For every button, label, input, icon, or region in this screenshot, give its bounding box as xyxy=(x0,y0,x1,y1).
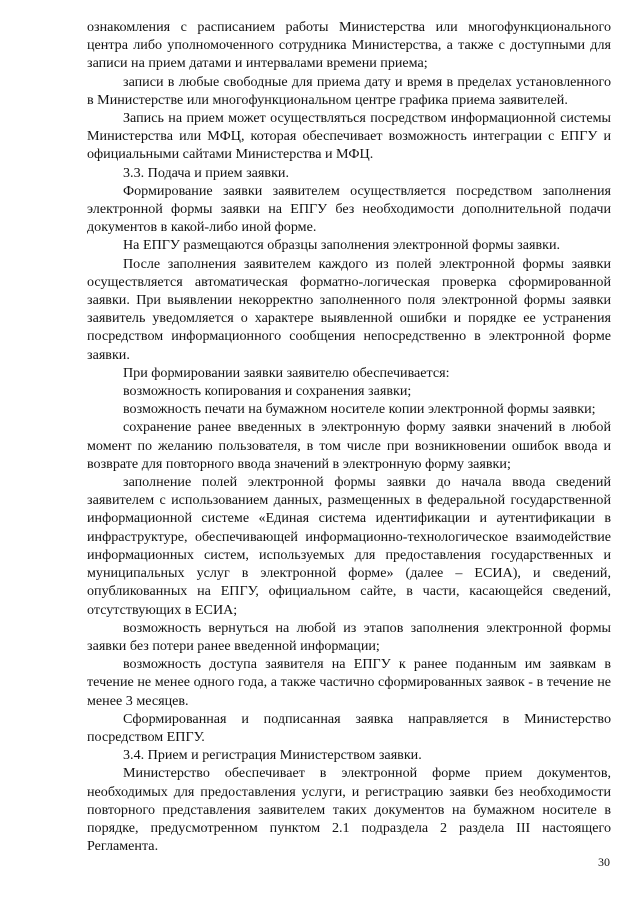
paragraph-appointment-system: Запись на прием может осуществляться посредством информационной системы Министерства или МФЦ, которая обеспечивает возможность интеграции с ЕПГУ и официальными сайтами Министерства и МФЦ. xyxy=(87,110,611,163)
list-item-access-history: возможность доступа заявителя на ЕПГУ к ранее поданным им заявкам в течение не менее одного года, а также частично сформированных заявок - в течение не менее 3 месяцев. xyxy=(87,656,611,709)
list-item-print: возможность печати на бумажном носителе копии электронной формы заявки; xyxy=(123,401,596,418)
paragraph-submission: Сформированная и подписанная заявка направляется в Министерство посредством ЕПГУ. xyxy=(87,710,611,745)
paragraph-free-slot-booking: записи в любые свободные для приема дату и время в пределах установленного в Министерстве или многофункциональном центре графика приема заявителей. xyxy=(87,73,611,108)
paragraph-form-samples: На ЕПГУ размещаются образцы заполнения электронной формы заявки. xyxy=(123,237,561,254)
section-heading-3-4: 3.4. Прием и регистрация Министерством заявки. xyxy=(123,747,422,764)
list-item-return-to-step: возможность вернуться на любой из этапов заполнения электронной формы заявки без потери ранее введенной информации; xyxy=(87,619,611,654)
paragraph-validation: После заполнения заявителем каждого из полей электронной формы заявки осуществляется автоматическая форматно-логическая проверка сформированной заявки. При выявлении некорректно заполненного поля электронной формы заявки заявитель уведомляется о характере выявленной ошибки и порядке ее устранения посредством информационного сообщения непосредственно в электронной форме заявки. xyxy=(87,255,611,363)
paragraph-application-forming: Формирование заявки заявителем осуществляется посредством заполнения электронной формы заявки на ЕПГУ без необходимости дополнительной подачи документов в какой-либо иной форме. xyxy=(87,182,611,236)
list-item-copy-save: возможность копирования и сохранения заявки; xyxy=(123,383,412,400)
document-page xyxy=(87,18,611,855)
list-item-prefill-esia: заполнение полей электронной формы заявки до начала ввода сведений заявителем с использованием данных, размещенных в федеральной государственной информационной системе «Единая система идентификации и аутентификации в инфраструктуре, обеспечивающей информационно-технологическое взаимодействие информационных систем, используемых для предоставления государственных и муниципальных услуг в электронной форме» (далее – ЕСИА), и сведений, опубликованных на ЕПГУ, официальном сайте, в части, касающейся сведений, отсутствующих в ЕСИА; xyxy=(87,474,611,618)
paragraph-schedule-familiarization: ознакомления с расписанием работы Министерства или многофункционального центра либо уполномоченного сотрудника Министерства, а также с доступными для записи на прием датами и интервалами времени приема; xyxy=(87,19,611,72)
page-number: 30 xyxy=(598,855,610,869)
section-heading-3-3: 3.3. Подача и прием заявки. xyxy=(123,164,289,181)
paragraph-provisions-intro: При формировании заявки заявителю обеспечивается: xyxy=(123,364,450,381)
paragraph-ministry-reception: Министерство обеспечивает в электронной форме прием документов, необходимых для предоставления услуги, и регистрацию заявки без необходимости повторного представления заявителем таких документов на бумажном носителе в порядке, предусмотренном пунктом 2.1 подраздела 2 раздела III настоящего Регламента. xyxy=(87,765,611,855)
list-item-preserve-values: сохранение ранее введенных в электронную форму заявки значений в любой момент по желанию пользователя, в том числе при возникновении ошибок ввода и возврате для повторного ввода значений в электронную форму заявки; xyxy=(87,419,611,472)
